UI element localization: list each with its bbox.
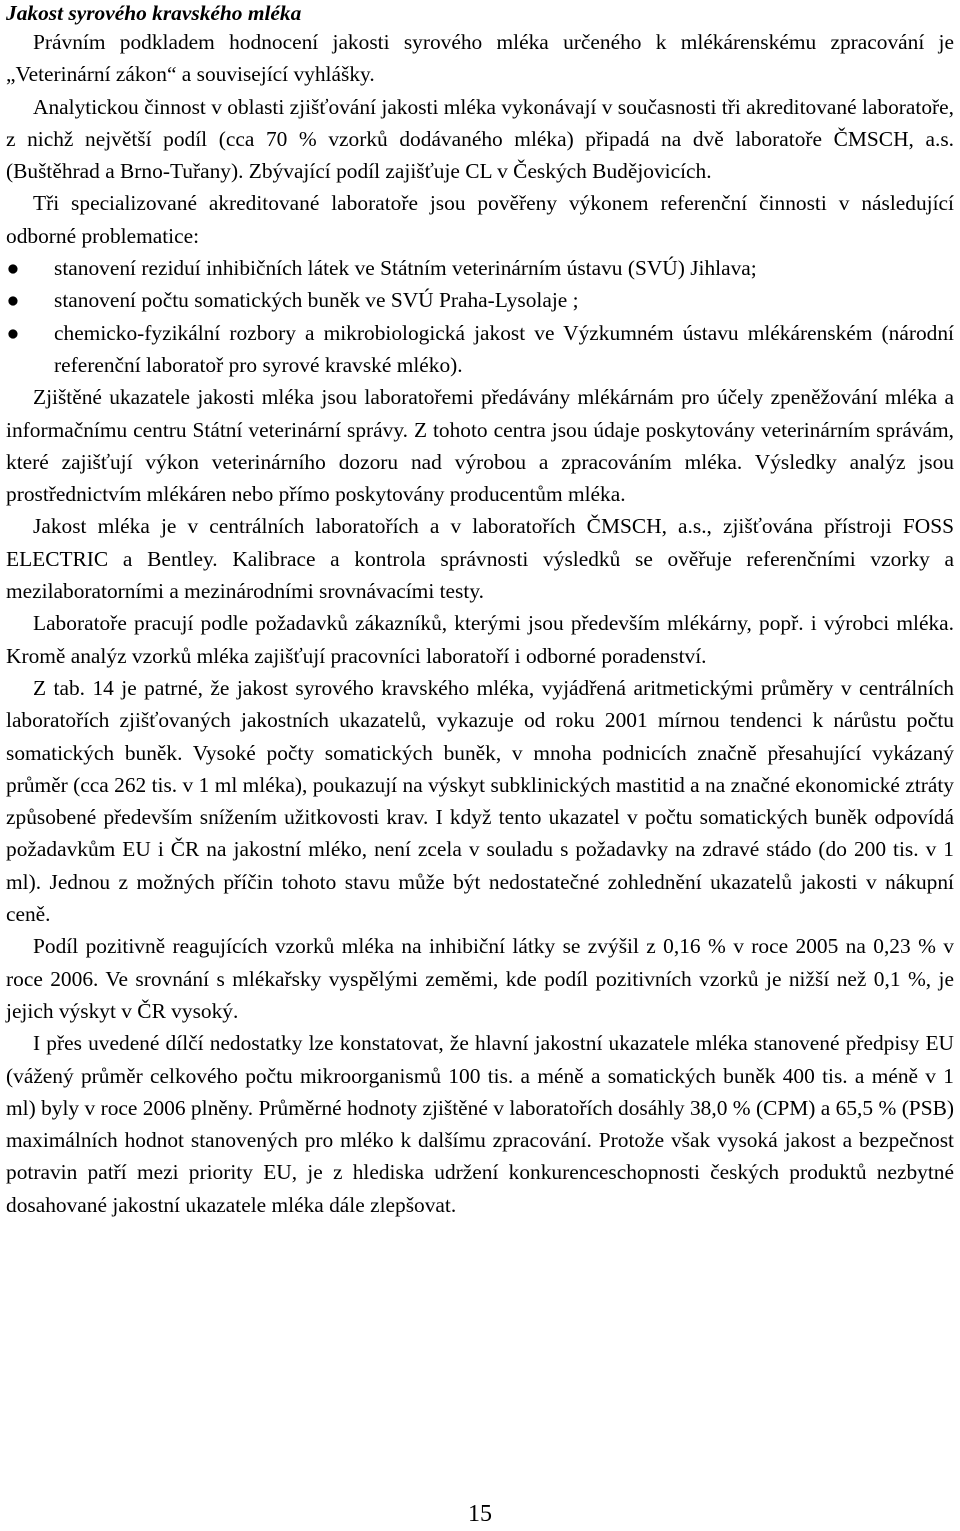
paragraph-somatic-cells: Z tab. 14 je patrné, že jakost syrového kravského mléka, vyjádřená aritmetickými průměry v centrálních laboratořích zjišťovaných jakostních ukazatelů, vykazuje od roku 2001 mírnou tendenci k nárůstu počtu somatických buněk. Vysoké počty somatických buněk, v mnoha podnicích značně přesahující vykázaný průměr (cca 262 tis. v 1 ml mléka), poukazují na výskyt subklinických mastitid a na značné ekonomické ztráty způsobené především snížením užitkovosti krav. I když tento ukazatel v počtu somatických buněk odpovídá požadavkům EU i ČR na jakostní mléko, není zcela v souladu s požadavky na zdravé stádo (do 200 tis. v 1 ml). Jednou z možných příčin tohoto stavu může být nedostatečné zohlednění ukazatelů jakosti v nákupní ceně. bbox=[6, 675, 954, 927]
list-item-text: stanovení reziduí inhibičních látek ve Státním veterinárním ústavu (SVÚ) Jihlava; bbox=[54, 256, 757, 281]
paragraph-data-flow: Zjištěné ukazatele jakosti mléka jsou laboratořemi předávány mlékárnám pro účely zpeněžování mléka a informačnímu centru Státní veterinární správy. Z tohoto centra jsou údaje poskytovány veterinárním správám, které zajišťují výkon veterinárního dozoru nad výrobou a zpracováním mléka. Výsledky analýz jsou prostřednictvím mlékáren nebo přímo poskytovány producentům mléka. bbox=[6, 385, 954, 507]
list-item-text: chemicko-fyzikální rozbory a mikrobiologická jakost ve Výzkumném ústavu mlékárenském (národní referenční laboratoř pro syrové kravské mléko). bbox=[54, 320, 954, 377]
document-page bbox=[6, 0, 954, 1221]
paragraph-reference-labs: Tři specializované akreditované laboratoře jsou pověřeny výkonem referenční činnosti v následující odborné problematice: bbox=[6, 191, 954, 248]
bullet-icon: ● bbox=[6, 288, 20, 313]
list-item-text: stanovení počtu somatických buněk ve SVÚ Praha-Lysolaje ; bbox=[54, 288, 579, 313]
paragraph-laboratories: Analytickou činnost v oblasti zjišťování jakosti mléka vykonávají v současnosti tři akreditované laboratoře, z nichž největší podíl (cca 70 % vzorků dodávaného mléka) připadá na dvě laboratoře ČMSCH, a.s. (Buštěhrad a Brno-Tuřany). Zbývající podíl zajišťuje CL v Českých Budějovicích. bbox=[6, 94, 954, 184]
reference-labs-list bbox=[6, 252, 954, 381]
list-item bbox=[6, 317, 954, 382]
list-item bbox=[6, 284, 954, 316]
paragraph-instruments: Jakost mléka je v centrálních laboratořích a v laboratořích ČMSCH, a.s., zjišťována přístroji FOSS ELECTRIC a Bentley. Kalibrace a kontrola správnosti výsledků se ověřuje referenčními vzorky a mezilaboratorními a mezinárodními srovnávacími testy. bbox=[6, 514, 954, 604]
bullet-icon: ● bbox=[6, 320, 20, 345]
paragraph-legal-basis: Právním podkladem hodnocení jakosti syrového mléka určeného k mlékárenskému zpracování je „Veterinární zákon“ a související vyhlášky. bbox=[6, 30, 954, 87]
page-number: 15 bbox=[468, 1501, 492, 1527]
paragraph-conclusion: I přes uvedené dílčí nedostatky lze konstatovat, že hlavní jakostní ukazatele mléka stanovené předpisy EU (vážený průměr celkového počtu mikroorganismů 100 tis. a méně a somatických buněk 400 tis. a méně v 1 ml) byly v roce 2006 plněny. Průměrné hodnoty zjištěné v laboratořích dosáhly 38,0 % (CPM) a 65,5 % (PSB) maximálních hodnot stanovených pro mléko k dalšímu zpracování. Protože však vysoká jakost a bezpečnost potravin patří mezi priority EU, je z hlediska udržení konkurenceschopnosti českých produktů nezbytné dosahované jakostní ukazatele mléka dále zlepšovat. bbox=[6, 1031, 954, 1217]
paragraph-inhibitors: Podíl pozitivně reagujících vzorků mléka na inhibiční látky se zvýšil z 0,16 % v roce 2005 na 0,23 % v roce 2006. Ve srovnání s mlékařsky vyspělými zeměmi, kde podíl pozitivních vzorků je nižší než 0,1 %, je jejich výskyt v ČR vysoký. bbox=[6, 934, 954, 1023]
list-item bbox=[6, 252, 954, 284]
section-heading: Jakost syrového kravského mléka bbox=[6, 1, 302, 25]
paragraph-customers: Laboratoře pracují podle požadavků zákazníků, kterými jsou především mlékárny, popř. i výrobci mléka. Kromě analýz vzorků mléka zajišťují pracovníci laboratoří i odborné poradenství. bbox=[6, 611, 954, 668]
bullet-icon: ● bbox=[6, 256, 20, 281]
